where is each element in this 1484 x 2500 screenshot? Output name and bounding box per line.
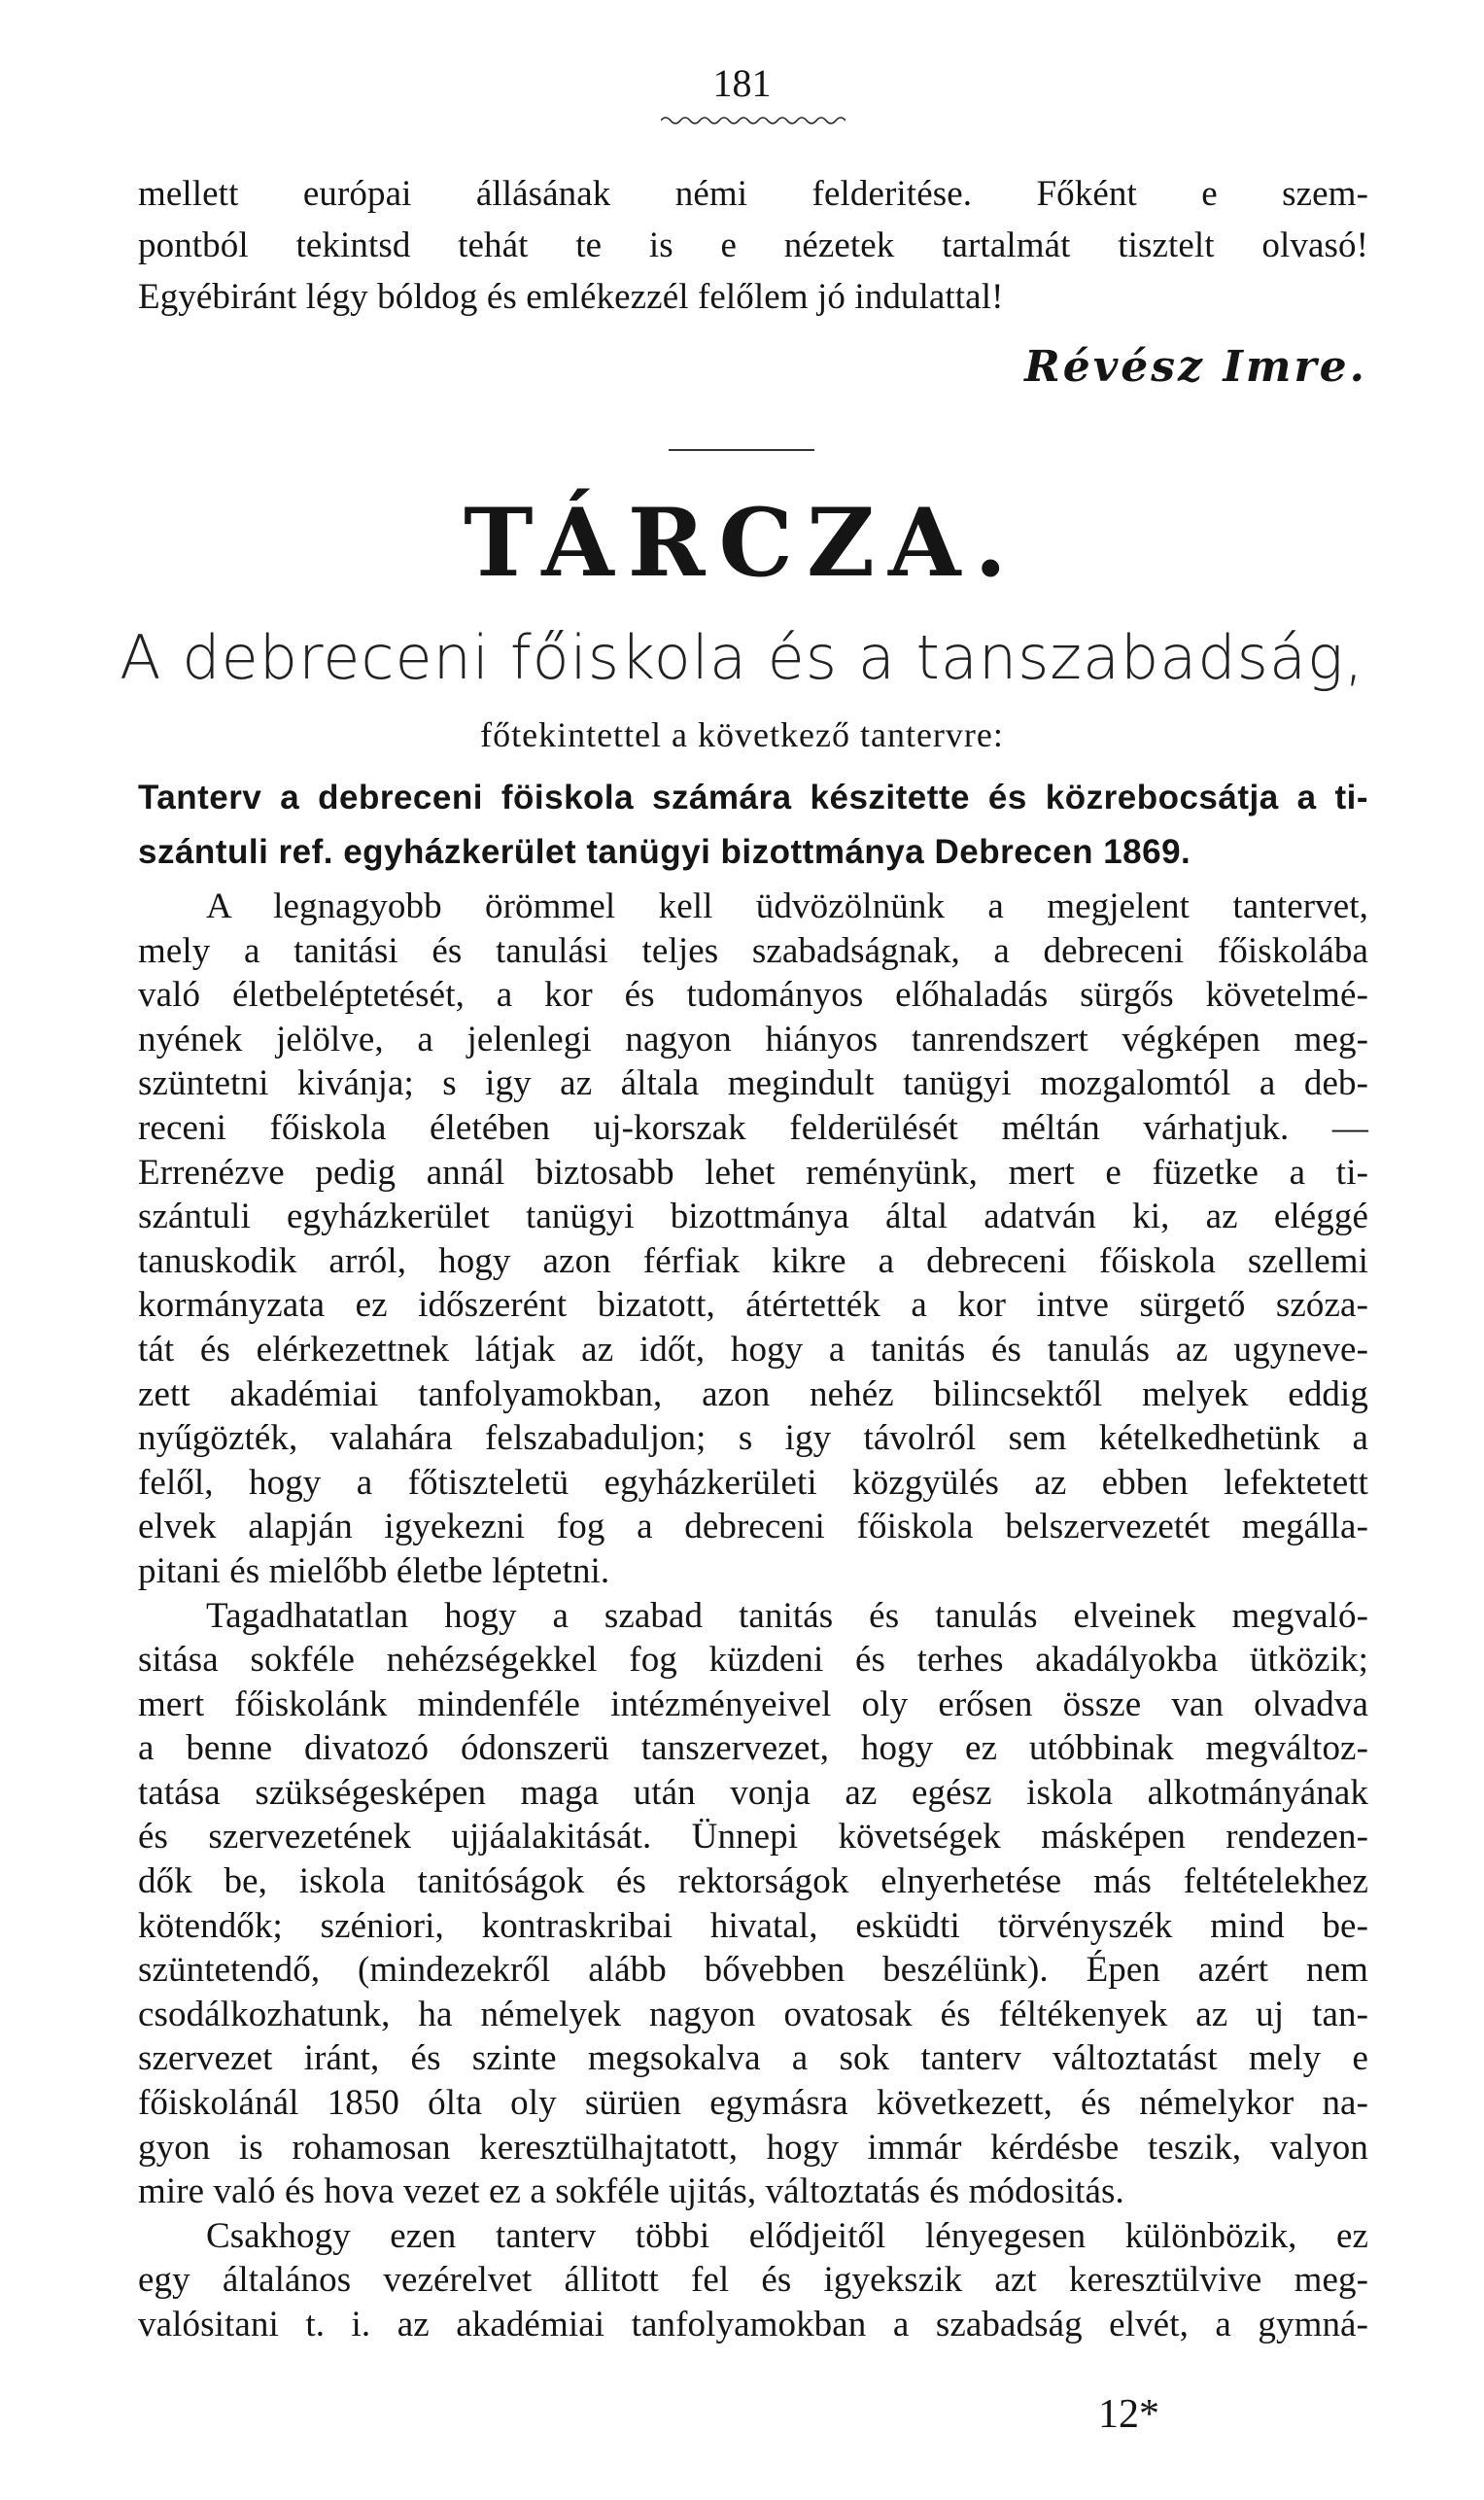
body-line: szervezet iránt, és szinte megsokalva a sok tanterv változtatást mely e	[138, 2038, 1368, 2079]
body-line: főiskolánál 1850 ólta oly sürüen egymásra következett, és némelykor na-	[138, 2083, 1368, 2124]
body-line: pitani és mielőbb életbe léptetni.	[138, 1550, 610, 1591]
body-line: kötendők; széniori, kontraskribai hivatal, esküdti törvényszék mind be-	[138, 1905, 1368, 1946]
signature-mark: 12*	[1098, 2392, 1159, 2437]
body-line: felől, hogy a főtiszteletü egyházkerületi közgyülés az ebben lefektetett	[138, 1462, 1368, 1503]
intro-paragraph	[138, 168, 1368, 323]
body-line: csodálkozhatunk, ha némelyek nagyon ovatosak és féltékenyek az uj tan-	[138, 1994, 1368, 2034]
body-line: valósitani t. i. az akadémiai tanfolyamokban a szabadság elvét, a gymná-	[138, 2305, 1368, 2344]
body-line: szüntetendő, (mindezekről alább bővebben beszélünk). Épen azért nem	[138, 1950, 1368, 1991]
body-line: szántuli egyházkerület tanügyi bizottmánya által adatván ki, az eléggé	[138, 1197, 1368, 1237]
body-line: tanuskodik arról, hogy azon férfiak kikre a debreceni főiskola szellemi	[138, 1240, 1368, 1281]
article-subtitle: főtekintettel a következő tantervre:	[480, 715, 1004, 754]
body-line: Errenézve pedig annál biztosabb lehet reményünk, mert e füzetke a ti-	[138, 1152, 1368, 1193]
body-line: mert főiskolánk mindenféle intézményeivel oly erősen össze van olvadva	[138, 1684, 1368, 1724]
body-line: nyűgözték, valahára felszabaduljon; s igy távolról sem kételkedhetünk a	[138, 1418, 1368, 1459]
body-line: sitása sokféle nehézségekkel fog küzdeni és terhes akadályokba ütközik;	[138, 1640, 1368, 1681]
author-signature: Révész Imre.	[1024, 342, 1367, 392]
body-line: Csakhogy ezen tanterv többi elődjeitől lényegesen különbözik, ez	[206, 2215, 1368, 2256]
body-line: dők be, iskola tanitóságok és rektorságok elnyerhetése más feltételekhez	[138, 1861, 1368, 1902]
body-line: egy általános vezérelvet állitott fel és igyekszik azt keresztülvive meg-	[138, 2260, 1368, 2301]
bold-heading	[138, 771, 1368, 880]
body-line: tatása szükségesképen maga után vonja az egész iskola alkotmányának	[138, 1772, 1368, 1813]
body-line: tát és elérkezettnek látjak az időt, hogy a tanitás és tanulás az ugyneve-	[138, 1329, 1368, 1370]
body-line: mely a tanitási és tanulási teljes szabadságnak, a debreceni főiskolába	[138, 930, 1368, 971]
article-body	[138, 885, 1368, 2347]
body-line: Tagadhatatlan hogy a szabad tanitás és tanulás elveinek megvaló-	[206, 1595, 1368, 1636]
body-line: A legnagyobb örömmel kell üdvözölnünk a megjelent tantervet,	[206, 886, 1368, 926]
body-line: mire való és hova vezet ez a sokféle ujitás, változtatás és módositás.	[138, 2171, 1124, 2212]
body-line: nyének jelölve, a jelenlegi nagyon hiányos tanrendszert végképen meg-	[138, 1019, 1368, 1059]
section-title: TÁRCZA.	[464, 488, 1020, 598]
body-line: kormányzata ez időszerént bizatott, átértették a kor intve sürgető szóza-	[138, 1285, 1368, 1326]
bold-heading-line: Tanterv a debreceni föiskola számára készitette és közrebocsátja a ti-	[138, 779, 1368, 816]
intro-line: Egyébiránt légy bóldog és emlékezzél felőlem jó indulattal!	[138, 277, 1004, 317]
divider-rule	[669, 449, 814, 451]
article-title: A debreceni főiskola és a tanszabadság,	[120, 622, 1364, 693]
body-line: gyon is rohamosan keresztülhajtatott, hogy immár kérdésbe teszik, valyon	[138, 2127, 1368, 2168]
intro-line: pontból tekintsd tehát te is e nézetek tartalmát tisztelt olvasó!	[138, 226, 1368, 265]
bold-heading-line: szántuli ref. egyházkerület tanügyi bizottmánya Debrecen 1869.	[138, 833, 1191, 871]
body-line: a benne divatozó ódonszerü tanszervezet, hogy ez utóbbinak megváltoz-	[138, 1728, 1368, 1769]
body-line: elvek alapján igyekezni fog a debreceni főiskola belszervezetét megálla-	[138, 1507, 1368, 1547]
page-number: 181	[712, 61, 772, 105]
body-line: szüntetni kivánja; s igy az általa megindult tanügyi mozgalomtól a deb-	[138, 1063, 1368, 1104]
body-line: receni főiskola életében uj-korszak felderülését méltán várhatjuk. —	[138, 1107, 1368, 1148]
page-number-ornament	[661, 115, 846, 126]
body-line: zett akadémiai tanfolyamokban, azon nehéz bilincsektől melyek eddig	[138, 1373, 1368, 1414]
body-line: és szervezetének ujjáalakitását. Ünnepi követségek másképen rendezen-	[138, 1817, 1368, 1858]
body-line: való életbeléptetését, a kor és tudományos előhaladás sürgős követelmé-	[138, 975, 1368, 1016]
intro-line: mellett európai állásának némi felderitése. Főként e szem-	[138, 174, 1368, 214]
